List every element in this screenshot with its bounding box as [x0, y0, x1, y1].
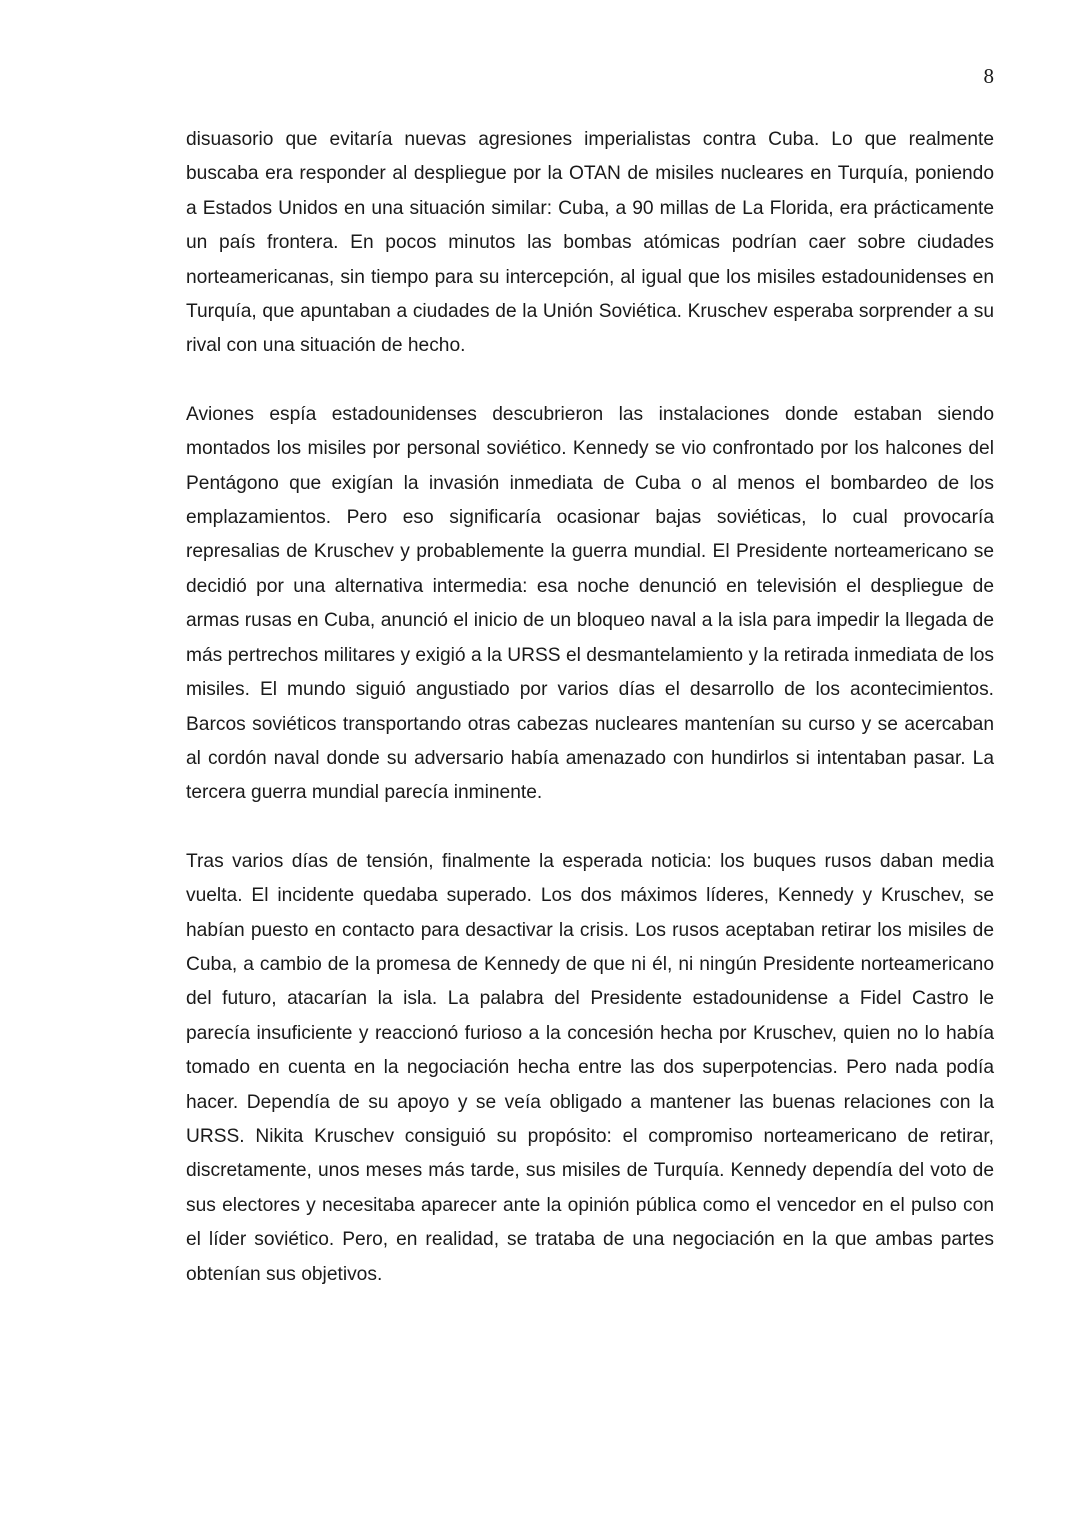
paragraph-1: disuasorio que evitaría nuevas agresiones imperialistas contra Cuba. Lo que realmente buscaba era responder al despliegue por la OTAN de misiles nucleares en Turquía, poniendo a Estados Unidos en una situación similar: Cuba, a 90 millas de La Florida, era prácticamente un país frontera. En pocos minutos las bombas atómicas podrían caer sobre ciudades norteamericanas, sin tiempo para su intercepción, al igual que los misiles estadounidenses en Turquía, que apuntaban a ciudades de la Unión Soviética. Kruschev esperaba sorprender a su rival con una situación de hecho.	[186, 129, 994, 357]
paragraph-3: Tras varios días de tensión, finalmente la esperada noticia: los buques rusos daban media vuelta. El incidente quedaba superado. Los dos máximos líderes, Kennedy y Kruschev, se habían puesto en contacto para desactivar la crisis. Los rusos aceptaban retirar los misiles de Cuba, a cambio de la promesa de Kennedy de que ni él, ni ningún Presidente norteamericano del futuro, atacarían la isla. La palabra del Presidente estadounidense a Fidel Castro le parecía insuficiente y reaccionó furioso a la concesión hecha por Kruschev, quien no lo había tomado en cuenta en la negociación hecha entre las dos superpotencias. Pero nada podía hacer. Dependía de su apoyo y se veía obligado a mantener las buenas relaciones con la URSS. Nikita Kruschev consiguió su propósito: el compromiso norteamericano de retirar, discretamente, unos meses más tarde, sus misiles de Turquía. Kennedy dependía del voto de sus electores y necesitaba aparecer ante la opinión pública como el vencedor en el pulso con el líder soviético. Pero, en realidad, se trataba de una negociación en la que ambas partes obtenían sus objetivos.	[186, 850, 994, 1285]
page-number: 8	[983, 64, 994, 88]
paragraph-2: Aviones espía estadounidenses descubrieron las instalaciones donde estaban siendo montados los misiles por personal soviético. Kennedy se vio confrontado por los halcones del Pentágono que exigían la invasión inmediata de Cuba o al menos el bombardeo de los emplazamientos. Pero eso significaría ocasionar bajas soviéticas, lo cual provocaría represalias de Kruschev y probablemente la guerra mundial. El Presidente norteamericano se decidió por una alternativa intermedia: esa noche denunció en televisión el despliegue de armas rusas en Cuba, anunció el inicio de un bloqueo naval a la isla para impedir la llegada de más pertrechos militares y exigió a la URSS el desmantelamiento y la retirada inmediata de los misiles. El mundo siguió angustiado por varios días el desarrollo de los acontecimientos. Barcos soviéticos transportando otras cabezas nucleares mantenían su curso y se acercaban al cordón naval donde su adversario había amenazado con hundirlos si intentaban pasar. La tercera guerra mundial parecía inminente.	[186, 403, 994, 804]
body-text	[186, 123, 994, 1292]
